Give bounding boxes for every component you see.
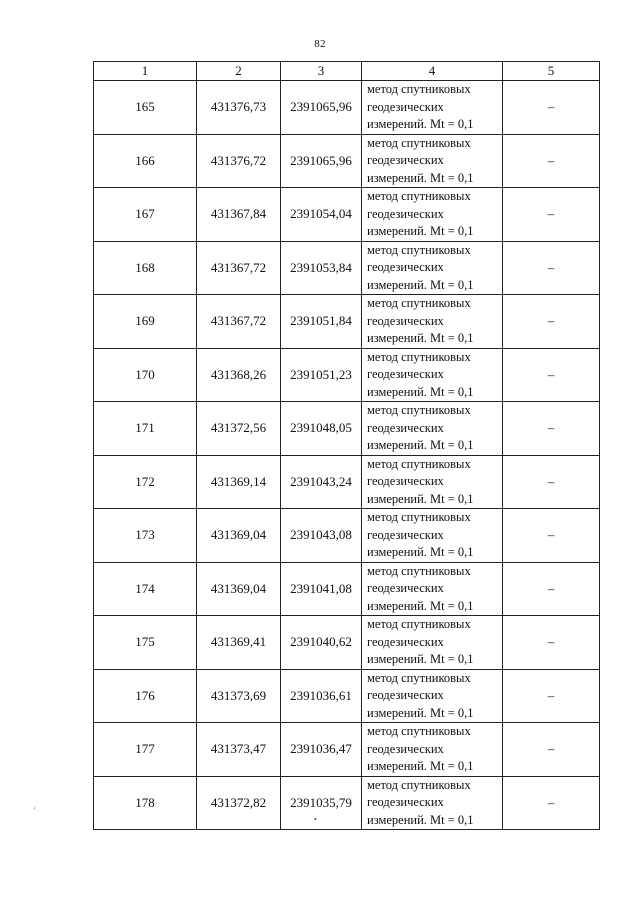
y-coordinate-cell: 2391065,96 [281,134,362,188]
x-coordinate-cell: 431368,26 [197,348,281,402]
point-number-cell: 178 [94,776,197,830]
method-cell [362,295,503,349]
method-line: измерений. Mt = 0,1 [367,598,474,613]
method-cell [362,776,503,830]
page-number: 82 [314,38,326,50]
x-coordinate-cell: 431369,14 [197,455,281,509]
scan-speck: ' [34,806,36,815]
table-row [94,616,600,670]
table-row [94,188,600,242]
method-line: геодезических [367,634,444,649]
method-line: измерений. Mt = 0,1 [367,652,474,666]
method-line: измерений. Mt = 0,1 [367,759,474,773]
method-cell [362,455,503,509]
note-cell: – [503,295,600,349]
point-number-cell: 167 [94,188,197,242]
method-cell [362,616,503,670]
column-header-5: 5 [503,62,600,81]
column-header-1: 1 [94,62,197,81]
method-line: геодезических [367,741,444,756]
point-number-cell: 176 [94,669,197,723]
method-line: геодезических [367,260,444,274]
method-cell [362,562,503,616]
method-line: измерений. Mt = 0,1 [367,438,474,452]
point-number-cell: 174 [94,562,197,616]
method-line: измерений. Mt = 0,1 [367,117,474,131]
x-coordinate-cell: 431376,73 [197,81,281,135]
table-row [94,81,600,135]
method-line: геодезических [367,527,444,542]
y-coordinate-cell: 2391051,84 [281,295,362,349]
note-cell: – [503,348,600,402]
column-header-3: 3 [281,62,362,81]
note-cell: – [503,562,600,616]
x-coordinate-cell: 431369,41 [197,616,281,670]
table-row [94,455,600,509]
note-cell: – [503,134,600,188]
x-coordinate-cell: 431367,72 [197,295,281,349]
y-coordinate-cell: 2391065,96 [281,81,362,135]
y-coordinate-cell: 2391036,61 [281,669,362,723]
y-coordinate-cell: 2391043,08 [281,509,362,563]
method-line: метод спутниковых [367,242,471,257]
x-coordinate-cell: 431369,04 [197,509,281,563]
table-body [94,81,600,830]
method-line: геодезических [367,367,444,381]
method-line: метод спутниковых [367,777,471,792]
method-line: метод спутниковых [367,296,471,310]
table-row [94,134,600,188]
note-cell: – [503,669,600,723]
method-line: метод спутниковых [367,724,471,738]
method-line: геодезических [367,99,444,114]
table-header [94,62,600,81]
note-cell: – [503,241,600,295]
column-header-2: 2 [197,62,281,81]
point-number-cell: 177 [94,723,197,777]
x-coordinate-cell: 431372,56 [197,402,281,456]
method-line: измерений. Mt = 0,1 [367,384,474,399]
method-line: метод спутниковых [367,510,471,524]
point-number-cell: 166 [94,134,197,188]
method-line: измерений. Mt = 0,1 [367,705,474,720]
point-number-cell: 170 [94,348,197,402]
method-line: геодезических [367,153,444,167]
header-row [94,62,600,81]
point-number-cell: 169 [94,295,197,349]
point-number-cell: 175 [94,616,197,670]
y-coordinate-cell: 2391040,62 [281,616,362,670]
method-cell [362,348,503,402]
point-number-cell: 171 [94,402,197,456]
note-cell: – [503,188,600,242]
note-cell: – [503,509,600,563]
method-cell [362,188,503,242]
method-cell [362,723,503,777]
x-coordinate-cell: 431369,04 [197,562,281,616]
x-coordinate-cell: 431376,72 [197,134,281,188]
table-row [94,348,600,402]
table-row [94,295,600,349]
y-coordinate-cell: 2391054,04 [281,188,362,242]
scan-speck: • [314,815,317,824]
method-line: измерений. Mt = 0,1 [367,331,474,345]
y-coordinate-cell: 2391053,84 [281,241,362,295]
method-line: измерений. Mt = 0,1 [367,812,474,827]
x-coordinate-cell: 431373,69 [197,669,281,723]
point-number-cell: 168 [94,241,197,295]
method-line: геодезических [367,313,444,328]
method-line: метод спутниковых [367,82,471,96]
y-coordinate-cell: 2391041,08 [281,562,362,616]
method-line: геодезических [367,420,444,435]
method-line: измерений. Mt = 0,1 [367,491,474,506]
method-cell [362,402,503,456]
point-number-cell: 165 [94,81,197,135]
method-line: метод спутниковых [367,349,471,364]
method-line: геодезических [367,581,444,595]
method-line: метод спутниковых [367,456,471,471]
method-line: геодезических [367,206,444,221]
coordinates-table [93,61,600,830]
method-line: геодезических [367,795,444,809]
method-line: геодезических [367,474,444,488]
y-coordinate-cell: 2391043,24 [281,455,362,509]
table-row [94,402,600,456]
x-coordinate-cell: 431373,47 [197,723,281,777]
method-line: метод спутниковых [367,563,471,578]
method-line: метод спутниковых [367,403,471,417]
x-coordinate-cell: 431372,82 [197,776,281,830]
method-line: метод спутниковых [367,135,471,150]
method-cell [362,81,503,135]
y-coordinate-cell: 2391036,47 [281,723,362,777]
x-coordinate-cell: 431367,84 [197,188,281,242]
y-coordinate-cell: 2391035,79 [281,776,362,830]
table-row [94,669,600,723]
method-line: измерений. Mt = 0,1 [367,277,474,292]
method-cell [362,134,503,188]
note-cell: – [503,81,600,135]
x-coordinate-cell: 431367,72 [197,241,281,295]
column-header-4: 4 [362,62,503,81]
point-number-cell: 173 [94,509,197,563]
note-cell: – [503,402,600,456]
method-line: измерений. Mt = 0,1 [367,170,474,185]
y-coordinate-cell: 2391051,23 [281,348,362,402]
method-cell [362,509,503,563]
note-cell: – [503,616,600,670]
method-line: метод спутниковых [367,617,471,631]
table-row [94,723,600,777]
table-row [94,562,600,616]
table-row [94,509,600,563]
note-cell: – [503,723,600,777]
point-number-cell: 172 [94,455,197,509]
method-line: метод спутниковых [367,189,471,203]
method-line: метод спутниковых [367,670,471,685]
table-row [94,241,600,295]
method-cell [362,241,503,295]
note-cell: – [503,776,600,830]
table-row [94,776,600,830]
method-line: геодезических [367,688,444,702]
method-line: измерений. Mt = 0,1 [367,545,474,559]
y-coordinate-cell: 2391048,05 [281,402,362,456]
method-line: измерений. Mt = 0,1 [367,224,474,238]
method-cell [362,669,503,723]
note-cell: – [503,455,600,509]
